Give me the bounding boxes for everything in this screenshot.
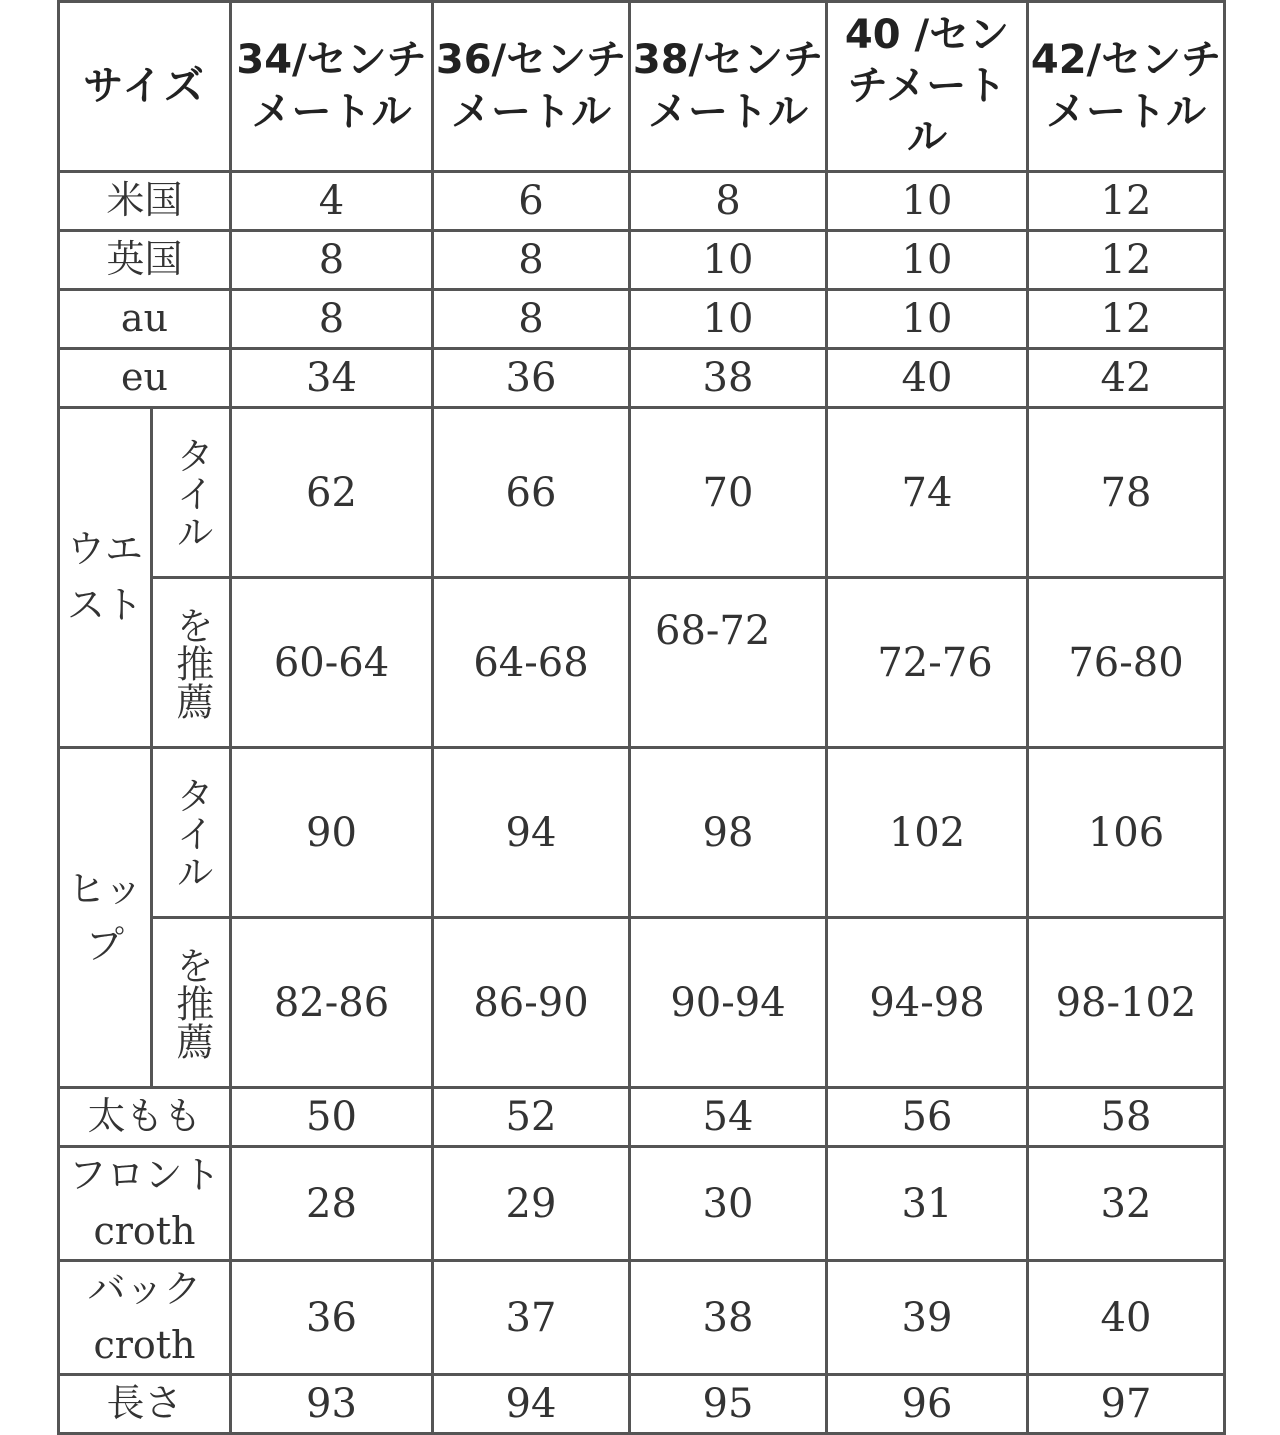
cell: 94 [433, 1375, 630, 1434]
cell: 39 [827, 1261, 1028, 1375]
row-label-uk: 英国 [59, 231, 231, 290]
row-front-crotch [59, 1147, 1225, 1261]
cell: 8 [433, 231, 630, 290]
cell: 66 [433, 408, 630, 578]
column-header-36: 36/センチメートル [433, 2, 630, 172]
row-label-hip: ヒップ [59, 748, 152, 1088]
cell: 97 [1028, 1375, 1225, 1434]
cell: 36 [231, 1261, 433, 1375]
cell: 50 [231, 1088, 433, 1147]
row-waist-recommend [59, 578, 1225, 748]
cell: 78 [1028, 408, 1225, 578]
sub-label-hip-recommend: を推薦 [152, 918, 231, 1088]
cell: 70 [630, 408, 827, 578]
cell: 31 [827, 1147, 1028, 1261]
cell: 90 [231, 748, 433, 918]
cell: 8 [231, 290, 433, 349]
cell: 62 [231, 408, 433, 578]
cell: 10 [827, 290, 1028, 349]
cell: 74 [827, 408, 1028, 578]
row-eu [59, 349, 1225, 408]
cell: 12 [1028, 172, 1225, 231]
column-header-42: 42/センチメートル [1028, 2, 1225, 172]
column-header-38: 38/センチメートル [630, 2, 827, 172]
cell: 98 [630, 748, 827, 918]
cell: 95 [630, 1375, 827, 1434]
row-back-crotch [59, 1261, 1225, 1375]
row-waist-style [59, 408, 1225, 578]
row-hip-recommend [59, 918, 1225, 1088]
cell: 93 [231, 1375, 433, 1434]
cell: 12 [1028, 231, 1225, 290]
row-label-thigh: 太もも [59, 1088, 231, 1147]
cell: 90-94 [630, 918, 827, 1088]
cell: 106 [1028, 748, 1225, 918]
cell: 40 [827, 349, 1028, 408]
cell: 94 [433, 748, 630, 918]
header-row [59, 2, 1225, 172]
cell: 37 [433, 1261, 630, 1375]
row-us [59, 172, 1225, 231]
cell: 38 [630, 1261, 827, 1375]
cell: 40 [1028, 1261, 1225, 1375]
size-chart-table [57, 0, 1226, 1435]
cell: 29 [433, 1147, 630, 1261]
cell: 34 [231, 349, 433, 408]
cell: 38 [630, 349, 827, 408]
row-label-au: au [59, 290, 231, 349]
cell: 64-68 [433, 578, 630, 748]
row-label-front-crotch: フロントcroth [59, 1147, 231, 1261]
cell: 102 [827, 748, 1028, 918]
cell: 10 [630, 290, 827, 349]
cell: 42 [1028, 349, 1225, 408]
row-au [59, 290, 1225, 349]
cell: 98-102 [1028, 918, 1225, 1088]
cell: 8 [231, 231, 433, 290]
row-label-waist: ウエスト [59, 408, 152, 748]
row-label-us: 米国 [59, 172, 231, 231]
cell: 58 [1028, 1088, 1225, 1147]
sub-label-hip-style: タイル [152, 748, 231, 918]
cell: 4 [231, 172, 433, 231]
cell: 54 [630, 1088, 827, 1147]
cell: 56 [827, 1088, 1028, 1147]
cell: 72-76 [827, 578, 1028, 748]
column-header-40: 40 /センチメートル [827, 2, 1028, 172]
cell: 36 [433, 349, 630, 408]
sub-label-waist-style: タイル [152, 408, 231, 578]
column-header-34: 34/センチメートル [231, 2, 433, 172]
row-label-length: 長さ [59, 1375, 231, 1434]
cell: 96 [827, 1375, 1028, 1434]
cell: 30 [630, 1147, 827, 1261]
cell: 10 [827, 231, 1028, 290]
row-thigh [59, 1088, 1225, 1147]
cell: 86-90 [433, 918, 630, 1088]
row-label-eu: eu [59, 349, 231, 408]
cell: 10 [630, 231, 827, 290]
cell: 8 [630, 172, 827, 231]
cell: 68-72 [630, 578, 827, 748]
cell: 60-64 [231, 578, 433, 748]
cell: 28 [231, 1147, 433, 1261]
cell: 10 [827, 172, 1028, 231]
cell: 12 [1028, 290, 1225, 349]
sub-label-waist-recommend: を推薦 [152, 578, 231, 748]
cell: 94-98 [827, 918, 1028, 1088]
cell: 8 [433, 290, 630, 349]
row-hip-style [59, 748, 1225, 918]
row-label-back-crotch: バック croth [59, 1261, 231, 1375]
size-header: サイズ [59, 2, 231, 172]
cell: 82-86 [231, 918, 433, 1088]
cell: 76-80 [1028, 578, 1225, 748]
cell: 32 [1028, 1147, 1225, 1261]
cell: 6 [433, 172, 630, 231]
row-uk [59, 231, 1225, 290]
row-length [59, 1375, 1225, 1434]
cell: 52 [433, 1088, 630, 1147]
